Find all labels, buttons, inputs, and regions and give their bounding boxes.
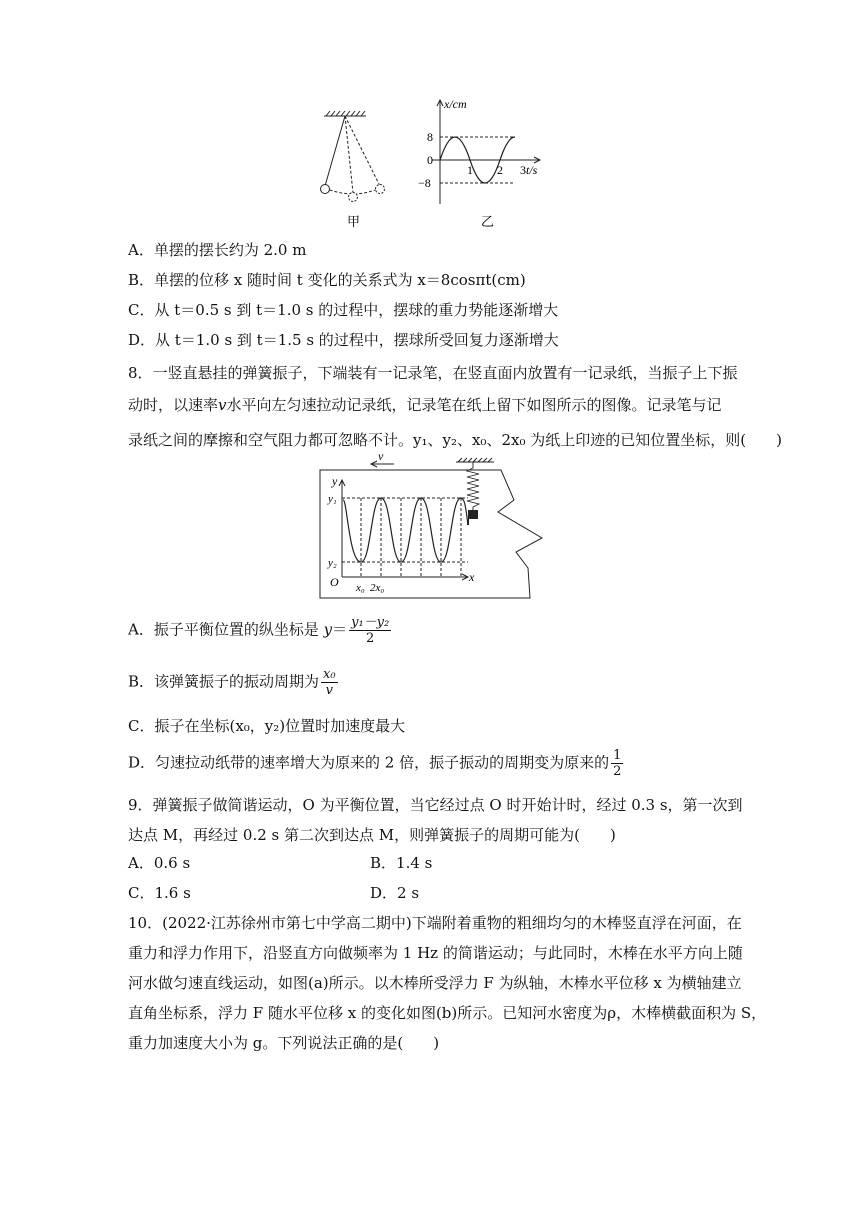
q8-stem-line1: 8．一竖直悬挂的弹簧振子，下端装有一记录笔，在竖直面内放置有一记录纸，当振子上下振 [128,364,738,382]
q8-stem-line2-a: 动时，以速率 [128,396,219,414]
pendulum-string-center [345,116,353,193]
fig-origin: O [330,575,339,589]
pendulum-support [324,111,366,116]
q8-stem-line3: 录纸之间的摩擦和空气阻力都可忽略不计。y₁、y₂、x₀、2x₀ 为纸上印迹的已知位置坐标，则( ) [128,431,782,449]
y-axis-label: x/cm [444,97,467,111]
q9-option-c: C．1.6 s [128,884,191,902]
q8-stem-line2-b: 水平向左匀速拉动记录纸，记录笔在纸上留下如图所示的图像。记录笔与记 [226,396,722,414]
spring [467,462,479,510]
q8-option-d [128,748,625,779]
q8-stem-v: v [218,396,227,414]
q9-stem-line2: 达点 M，再经过 0.2 s 第二次到达点 M，则弹簧振子的周期可能为( ) [128,826,616,844]
tick-x-1: 1 [467,163,473,177]
q9-option-a: A．0.6 s [128,854,191,872]
figure-pendulum-and-graph [310,96,560,236]
q8-option-a-text: A．振子平衡位置的纵坐标是 [128,620,324,639]
q8-stem-line2 [128,395,722,415]
fraction-one-half: $\frac{1}{2}$ [613,748,622,779]
q9-stem-line1: 9．弹簧振子做简谐运动，O 为平衡位置，当它经过点 O 时开始计时，经过 0.3 s，第一次到 [128,796,743,814]
q10-stem-line5: 重力加速度大小为 g。下列说法正确的是( ) [128,1034,440,1052]
x-axis-label: t/s [526,163,538,177]
q10-stem-line4: 直角坐标系，浮力 F 随水平位移 x 的变化如图(b)所示。已知河水密度为ρ，木棒横截面积为 S， [128,1004,767,1022]
q9-option-b: B．1.4 s [370,854,433,872]
q8-option-b [128,667,340,698]
q10-stem-line2: 重力和浮力作用下，沿竖直方向做频率为 1 Hz 的简谐运动；与此同时，木棒在水平方向上随 [128,944,743,962]
q10-stem-line1: 10．(2022·江苏徐州市第七中学高二期中)下端附着重物的粗细均匀的木棒竖直浮在河面，在 [128,914,742,932]
q7-option-c: C．从 t＝0.5 s 到 t＝1.0 s 的过程中，摆球的重力势能逐渐增大 [128,301,559,319]
q7-option-d: D．从 t＝1.0 s 到 t＝1.5 s 的过程中，摆球所受回复力逐渐增大 [128,331,559,349]
oscillator-block [468,510,478,519]
fig-x0: x₀ [356,582,365,594]
pendulum-bob-center [349,193,358,202]
tick-x-3: 3 [520,163,526,177]
paper-outline [320,470,542,598]
q8-option-a [128,615,393,646]
fig-y2: y₂ [328,557,337,569]
fig-2x0: 2x₀ [370,582,385,594]
q9-option-d: D．2 s [370,884,420,902]
fraction-y1-minus-y2-over-2: $\frac{\text{y₁－y₂}}{2}$ [351,615,390,646]
tick-y-neg8: −8 [418,176,431,190]
tick-y-0: 0 [427,153,433,167]
q8-option-a-eq: ＝ [332,620,348,639]
pendulum-bob-left [321,185,330,194]
graph-xt [418,97,540,229]
q10-stem-line3: 河水做匀速直线运动，如图(a)所示。以木棒所受浮力 F 为纵轴，木棒水平位移 x 为横轴建立 [128,974,742,992]
q8-option-a-y: y [323,620,333,639]
q7-option-b: B．单摆的位移 x 随时间 t 变化的关系式为 x＝8cosπt(cm) [128,271,526,289]
tick-y-8: 8 [427,130,433,144]
label-jia: 甲 [347,214,361,229]
pendulum-string-right [345,116,380,186]
pendulum-string-left [325,116,345,186]
q8-option-d-text: D．匀速拉动纸带的速率增大为原来的 2 倍，振子振动的周期变为原来的 [128,753,610,772]
fig-y-axis: y [332,474,338,488]
fig-x-axis: x [469,570,475,584]
tick-x-2: 2 [497,163,503,177]
velocity-label: v [378,450,384,463]
pendulum-bob-right [376,185,385,194]
q8-option-c: C．振子在坐标(x₀，y₂)位置时加速度最大 [128,717,406,735]
q8-option-b-text: B．该弹簧振子的振动周期为 [128,672,320,691]
fig-y1: y₁ [328,493,337,505]
figure-spring-recorder [316,450,548,602]
fraction-x0-over-v: $\frac{\text{x₀}}{v}$ [323,667,336,698]
q7-option-a: A．单摆的摆长约为 2.0 m [128,241,307,259]
trace-curve [343,498,468,562]
label-yi: 乙 [481,214,495,229]
